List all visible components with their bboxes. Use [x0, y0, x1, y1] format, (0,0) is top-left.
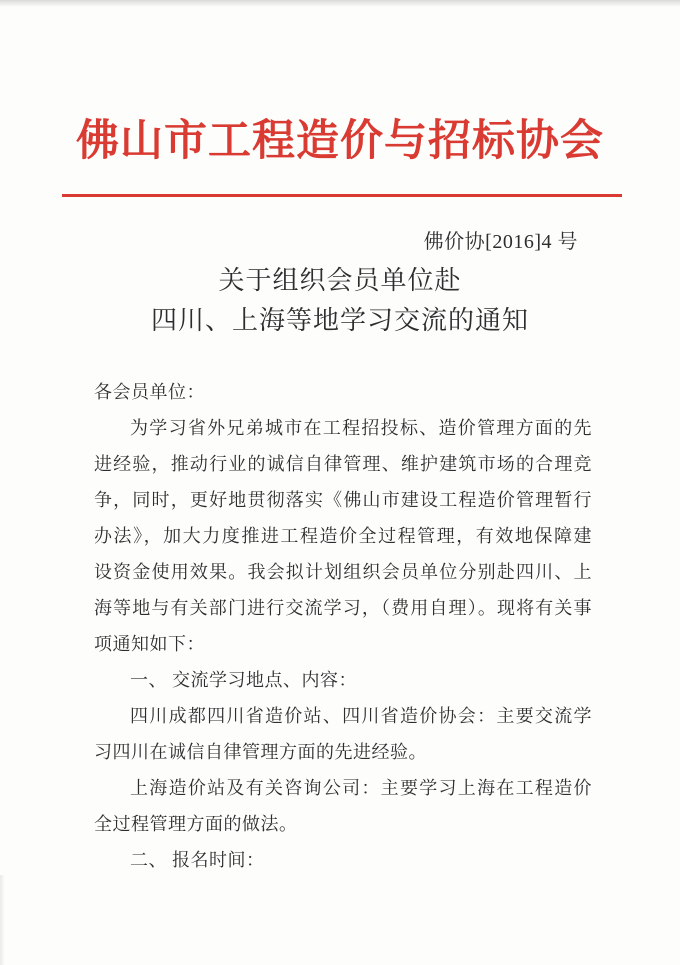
body-line: 海等地与有关部门进行交流学习，（费用自理）。现将有关事 [94, 598, 592, 618]
body-line: 四川成都四川省造价站、四川省造价协会：主要交流学 [130, 706, 592, 726]
notice-title-line-2: 四川、上海等地学习交流的通知 [150, 306, 529, 335]
body-line: 全过程管理方面的做法。 [94, 814, 298, 834]
body-line: 上海造价站及有关咨询公司：主要学习上海在工程造价 [130, 778, 592, 798]
body-line: 习四川在诚信自律管理方面的先进经验。 [94, 742, 427, 762]
body-line: 项通知如下： [94, 634, 205, 654]
section-1-heading: 一、 交流学习地点、内容： [130, 670, 357, 690]
body-line: 设资金使用效果。我会拟计划组织会员单位分别赴四川、上 [94, 562, 592, 582]
body-line: 进经验，推动行业的诚信自律管理、维护建筑市场的合理竞 [94, 454, 592, 474]
notice-body [94, 374, 592, 878]
body-line: 为学习省外兄弟城市在工程招投标、造价管理方面的先 [130, 418, 592, 438]
body-line: 争，同时，更好地贯彻落实《佛山市建设工程造价管理暂行 [94, 490, 592, 510]
scan-artifact-left-edge [0, 875, 5, 965]
body-line: 办法》，加大力度推进工程造价全过程管理，有效地保障建 [94, 526, 592, 546]
section-2-heading: 二、 报名时间： [130, 850, 265, 870]
notice-title-line-1: 关于组织会员单位赴 [218, 266, 462, 295]
letterhead-org-name: 佛山市工程造价与招标协会 [76, 118, 604, 165]
letterhead-divider-rule [62, 194, 622, 197]
scan-artifact-top-edge [0, 0, 680, 7]
notice-title [0, 261, 680, 341]
document-number: 佛价协[2016]4 号 [423, 231, 578, 253]
salutation-line: 各会员单位： [94, 382, 205, 402]
